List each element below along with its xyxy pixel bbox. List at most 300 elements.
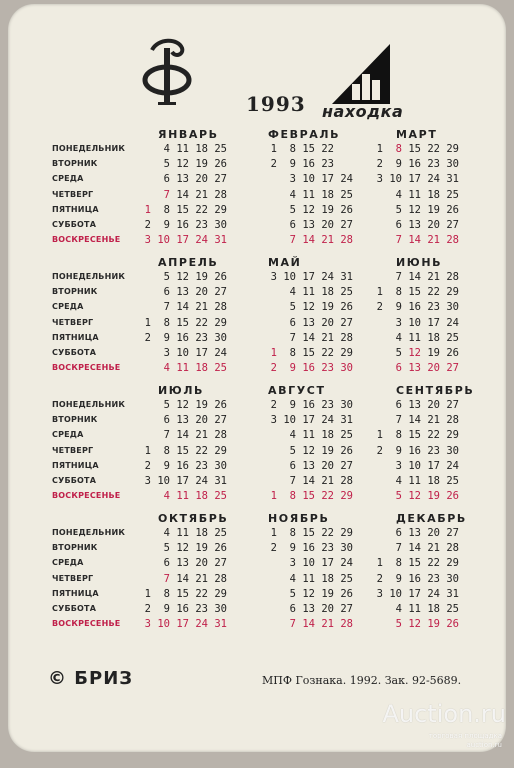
month-day-row [266, 204, 353, 216]
day-number: 23 [427, 158, 440, 171]
month-day-row [372, 143, 459, 155]
day-number: 23 [321, 399, 334, 411]
day-number: 17 [176, 475, 189, 487]
day-number: 15 [302, 527, 315, 539]
watermark-caption [429, 732, 502, 750]
day-number: 8 [163, 444, 170, 457]
day-number: 10 [157, 618, 170, 631]
month-day-row [372, 234, 459, 246]
day-number: 25 [214, 527, 227, 539]
day-number: 31 [214, 475, 227, 487]
day-number: 21 [427, 414, 440, 427]
day-number: 12 [302, 203, 315, 216]
month-day-row [372, 588, 459, 600]
day-number: 19 [195, 399, 208, 411]
day-number: 29 [214, 444, 227, 457]
day-number: 24 [340, 173, 353, 186]
day-number: 25 [446, 188, 459, 201]
month-day-row [372, 347, 459, 359]
day-number: 18 [427, 475, 440, 487]
day-number: 15 [176, 587, 189, 600]
day-number: 6 [395, 219, 402, 231]
month-day-row [266, 158, 353, 170]
weekday-label: ВТОРНИК [52, 415, 98, 425]
day-number: 8 [395, 143, 402, 155]
day-number: 17 [195, 347, 208, 359]
day-number: 20 [427, 527, 440, 539]
day-number: 11 [408, 603, 421, 615]
day-number: 3 [270, 271, 277, 283]
month-day-row [140, 588, 227, 600]
day-number: 19 [427, 490, 440, 503]
day-number: 24 [214, 347, 227, 359]
day-number: 21 [195, 572, 208, 585]
day-number: 12 [408, 618, 421, 631]
day-number: 28 [340, 618, 353, 631]
day-number: 10 [408, 459, 421, 472]
watermark-line-1: торговая площадка [428, 732, 502, 740]
day-number: 24 [195, 475, 208, 487]
month-day-row [140, 362, 227, 374]
day-number: 15 [408, 143, 421, 155]
month-day-row [266, 527, 353, 539]
day-number: 14 [302, 618, 315, 631]
month-day-row [372, 301, 459, 313]
month-day-row [266, 234, 353, 246]
day-number: 16 [302, 542, 315, 555]
day-number: 11 [408, 475, 421, 487]
day-number: 22 [195, 587, 208, 600]
day-number: 20 [195, 414, 208, 427]
day-number: 24 [427, 587, 440, 600]
day-number: 29 [340, 527, 353, 539]
month-day-row [372, 414, 459, 426]
month-day-row [372, 399, 459, 411]
day-number: 26 [214, 542, 227, 555]
day-number: 26 [446, 203, 459, 216]
day-number: 11 [176, 143, 189, 155]
day-number: 26 [340, 444, 353, 457]
day-number: 8 [163, 316, 170, 329]
day-number: 8 [163, 587, 170, 600]
day-number: 13 [176, 286, 189, 299]
day-number: 17 [321, 557, 334, 570]
day-number: 25 [446, 603, 459, 615]
day-number: 28 [446, 542, 459, 555]
day-number: 2 [270, 542, 277, 555]
day-number: 18 [321, 572, 334, 585]
day-number: 16 [176, 459, 189, 472]
day-number: 3 [395, 459, 402, 472]
day-number: 25 [446, 331, 459, 344]
day-number: 17 [302, 271, 315, 283]
day-number: 24 [321, 271, 334, 283]
day-number: 31 [340, 414, 353, 427]
month-day-row [372, 557, 459, 569]
day-number: 20 [321, 316, 334, 329]
day-number: 30 [214, 459, 227, 472]
month-day-row [372, 460, 459, 472]
day-number: 9 [395, 444, 402, 457]
day-number: 21 [195, 301, 208, 314]
day-number: 27 [214, 557, 227, 570]
day-number: 12 [176, 271, 189, 283]
day-number: 16 [176, 603, 189, 615]
month-title: ИЮНЬ [396, 256, 443, 269]
weekday-label: ЧЕТВЕРГ [52, 573, 94, 583]
day-number: 21 [427, 234, 440, 247]
day-number: 4 [163, 362, 170, 375]
day-number: 18 [195, 490, 208, 503]
day-number: 23 [321, 542, 334, 555]
day-number: 6 [395, 399, 402, 411]
day-number: 6 [163, 173, 170, 186]
month-title: ДЕКАБРЬ [396, 512, 467, 525]
month-title: ИЮЛЬ [158, 384, 205, 397]
weekday-label: ПОНЕДЕЛЬНИК [52, 144, 126, 153]
day-number: 13 [176, 173, 189, 186]
day-number: 21 [195, 188, 208, 201]
day-number: 24 [195, 234, 208, 247]
day-number: 29 [446, 429, 459, 442]
day-number: 26 [340, 203, 353, 216]
day-number: 7 [289, 475, 296, 487]
day-number: 21 [195, 429, 208, 442]
quarter-4 [0, 512, 514, 642]
month-day-row [372, 527, 459, 539]
day-number: 18 [195, 527, 208, 539]
day-number: 20 [195, 557, 208, 570]
day-number: 28 [340, 331, 353, 344]
day-number: 2 [376, 158, 383, 171]
month-day-row [372, 429, 459, 441]
day-number: 3 [270, 414, 277, 427]
day-number: 29 [214, 203, 227, 216]
month-day-row [140, 143, 227, 155]
day-number: 3 [376, 587, 383, 600]
day-number: 13 [408, 527, 421, 539]
day-number: 7 [395, 271, 402, 283]
day-number: 23 [427, 572, 440, 585]
day-number: 28 [340, 234, 353, 247]
day-number: 22 [195, 316, 208, 329]
day-number: 27 [214, 286, 227, 299]
day-number: 30 [446, 301, 459, 314]
month-day-row [140, 618, 227, 630]
day-number: 15 [302, 347, 315, 359]
day-number: 6 [289, 316, 296, 329]
weekday-label: ПЯТНИЦА [52, 332, 99, 342]
day-number: 11 [176, 490, 189, 503]
day-number: 28 [446, 414, 459, 427]
day-number: 26 [214, 271, 227, 283]
day-number: 1 [270, 143, 277, 155]
month-title: ЯНВАРЬ [158, 128, 219, 141]
day-number: 2 [270, 362, 277, 375]
day-number: 5 [395, 618, 402, 631]
day-number: 9 [163, 219, 170, 231]
day-number: 5 [289, 301, 296, 314]
day-number: 2 [270, 399, 277, 411]
day-number: 10 [408, 316, 421, 329]
day-number: 6 [289, 459, 296, 472]
day-number: 8 [289, 143, 296, 155]
month-day-row [140, 414, 227, 426]
day-number: 6 [395, 362, 402, 375]
day-number: 26 [214, 399, 227, 411]
day-number: 10 [389, 173, 402, 186]
auction-watermark [372, 700, 512, 762]
day-number: 28 [214, 429, 227, 442]
day-number: 27 [340, 219, 353, 231]
day-number: 22 [321, 527, 334, 539]
month-day-row [266, 332, 353, 344]
day-number: 12 [408, 347, 421, 359]
month-day-row [266, 219, 353, 231]
day-number: 27 [446, 527, 459, 539]
month-day-row [266, 399, 353, 411]
day-number: 31 [446, 173, 459, 186]
day-number: 14 [302, 331, 315, 344]
day-number: 30 [214, 219, 227, 231]
day-number: 22 [321, 490, 334, 503]
day-number: 9 [163, 331, 170, 344]
month-day-row [140, 317, 227, 329]
day-number: 12 [408, 490, 421, 503]
day-number: 17 [427, 459, 440, 472]
day-number: 29 [446, 143, 459, 155]
weekday-label: СУББОТА [52, 348, 97, 357]
day-number: 3 [376, 173, 383, 186]
day-number: 23 [195, 219, 208, 231]
day-number: 18 [427, 331, 440, 344]
day-number: 30 [446, 572, 459, 585]
month-day-row [140, 234, 227, 246]
weekday-label: СУББОТА [52, 604, 97, 613]
month-title: МАЙ [268, 256, 302, 269]
day-number: 24 [340, 557, 353, 570]
day-number: 15 [176, 316, 189, 329]
day-number: 26 [214, 158, 227, 171]
day-number: 30 [446, 444, 459, 457]
day-number: 8 [163, 203, 170, 216]
month-day-row [266, 429, 353, 441]
day-number: 11 [408, 331, 421, 344]
day-number: 10 [157, 475, 170, 487]
day-number: 25 [340, 572, 353, 585]
day-number: 15 [176, 444, 189, 457]
month-day-row [140, 399, 227, 411]
day-number: 11 [302, 188, 315, 201]
weekday-label: ПЯТНИЦА [52, 460, 99, 470]
day-number: 16 [408, 158, 421, 171]
day-number: 20 [427, 362, 440, 375]
day-number: 14 [408, 542, 421, 555]
day-number: 7 [395, 234, 402, 247]
day-number: 16 [302, 362, 315, 375]
day-number: 19 [321, 444, 334, 457]
day-number: 16 [176, 219, 189, 231]
day-number: 5 [289, 203, 296, 216]
day-number: 14 [408, 271, 421, 283]
day-number: 9 [395, 572, 402, 585]
day-number: 4 [163, 490, 170, 503]
day-number: 13 [302, 219, 315, 231]
day-number: 17 [321, 173, 334, 186]
month-day-row [140, 527, 227, 539]
day-number: 31 [340, 271, 353, 283]
day-number: 7 [163, 301, 170, 314]
month-day-row [372, 603, 459, 615]
copyright-symbol: © [48, 668, 67, 689]
day-number: 23 [195, 459, 208, 472]
weekday-label: СУББОТА [52, 476, 97, 485]
day-number: 2 [144, 459, 151, 472]
day-number: 17 [408, 173, 421, 186]
weekday-label: СРЕДА [52, 302, 84, 312]
day-number: 29 [340, 490, 353, 503]
day-number: 25 [214, 490, 227, 503]
weekday-label: ПЯТНИЦА [52, 588, 99, 598]
month-day-row [140, 347, 227, 359]
day-number: 29 [214, 316, 227, 329]
month-day-row [266, 286, 353, 298]
day-number: 19 [195, 542, 208, 555]
day-number: 8 [289, 527, 296, 539]
day-number: 14 [302, 234, 315, 247]
day-number: 26 [446, 347, 459, 359]
month-day-row [372, 219, 459, 231]
day-number: 20 [195, 286, 208, 299]
quarter-3 [0, 384, 514, 514]
day-number: 26 [446, 618, 459, 631]
day-number: 25 [340, 286, 353, 299]
day-number: 12 [302, 301, 315, 314]
day-number: 6 [395, 527, 402, 539]
day-number: 13 [176, 414, 189, 427]
day-number: 5 [163, 542, 170, 555]
weekday-label: ВТОРНИК [52, 287, 98, 297]
day-number: 13 [302, 603, 315, 615]
quarter-1 [0, 128, 514, 258]
day-number: 3 [163, 347, 170, 359]
day-number: 4 [289, 286, 296, 299]
day-number: 4 [289, 188, 296, 201]
weekday-label: СУББОТА [52, 220, 97, 229]
day-number: 10 [157, 234, 170, 247]
month-day-row [266, 445, 353, 457]
day-number: 4 [163, 143, 170, 155]
month-title: НОЯБРЬ [268, 512, 330, 525]
day-number: 18 [427, 603, 440, 615]
day-number: 31 [446, 587, 459, 600]
day-number: 22 [195, 203, 208, 216]
day-number: 31 [214, 234, 227, 247]
day-number: 24 [446, 459, 459, 472]
month-day-row [140, 271, 227, 283]
day-number: 27 [446, 362, 459, 375]
day-number: 18 [427, 188, 440, 201]
day-number: 24 [427, 173, 440, 186]
month-day-row [266, 189, 353, 201]
day-number: 6 [289, 603, 296, 615]
month-title: ОКТЯБРЬ [158, 512, 229, 525]
day-number: 19 [321, 203, 334, 216]
month-day-row [266, 542, 353, 554]
month-day-row [140, 445, 227, 457]
day-number: 17 [408, 587, 421, 600]
month-day-row [140, 332, 227, 344]
day-number: 4 [395, 475, 402, 487]
day-number: 4 [395, 603, 402, 615]
day-number: 25 [214, 143, 227, 155]
day-number: 21 [427, 271, 440, 283]
day-number: 23 [195, 331, 208, 344]
day-number: 30 [214, 603, 227, 615]
day-number: 5 [395, 490, 402, 503]
day-number: 3 [289, 557, 296, 570]
day-number: 9 [289, 542, 296, 555]
month-day-row [140, 460, 227, 472]
day-number: 19 [195, 271, 208, 283]
day-number: 24 [195, 618, 208, 631]
publisher-name: БРИЗ [74, 668, 134, 689]
day-number: 8 [289, 490, 296, 503]
day-number: 7 [163, 188, 170, 201]
day-number: 14 [176, 429, 189, 442]
day-number: 19 [195, 158, 208, 171]
month-day-row [140, 573, 227, 585]
month-day-row [140, 603, 227, 615]
day-number: 30 [214, 331, 227, 344]
day-number: 26 [340, 301, 353, 314]
day-number: 27 [340, 459, 353, 472]
month-day-row [140, 173, 227, 185]
day-number: 10 [176, 347, 189, 359]
day-number: 9 [395, 158, 402, 171]
day-number: 10 [283, 271, 296, 283]
day-number: 5 [163, 271, 170, 283]
day-number: 16 [176, 331, 189, 344]
month-title: СЕНТЯБРЬ [396, 384, 475, 397]
weekday-label: ВОСКРЕСЕНЬЕ [52, 235, 121, 245]
day-number: 8 [395, 429, 402, 442]
day-number: 25 [340, 188, 353, 201]
nakhodka-logo-text: находка [322, 102, 404, 121]
day-number: 12 [408, 203, 421, 216]
day-number: 13 [302, 316, 315, 329]
day-number: 13 [408, 362, 421, 375]
day-number: 4 [289, 429, 296, 442]
day-number: 10 [302, 557, 315, 570]
day-number: 19 [427, 618, 440, 631]
day-number: 1 [144, 203, 151, 216]
day-number: 2 [144, 219, 151, 231]
day-number: 22 [427, 143, 440, 155]
day-number: 1 [270, 527, 277, 539]
month-day-row [266, 557, 353, 569]
day-number: 18 [321, 286, 334, 299]
day-number: 11 [176, 362, 189, 375]
month-day-row [372, 204, 459, 216]
day-number: 1 [376, 557, 383, 570]
day-number: 31 [214, 618, 227, 631]
day-number: 28 [214, 188, 227, 201]
day-number: 30 [340, 399, 353, 411]
day-number: 10 [302, 173, 315, 186]
day-number: 13 [302, 459, 315, 472]
day-number: 28 [340, 475, 353, 487]
